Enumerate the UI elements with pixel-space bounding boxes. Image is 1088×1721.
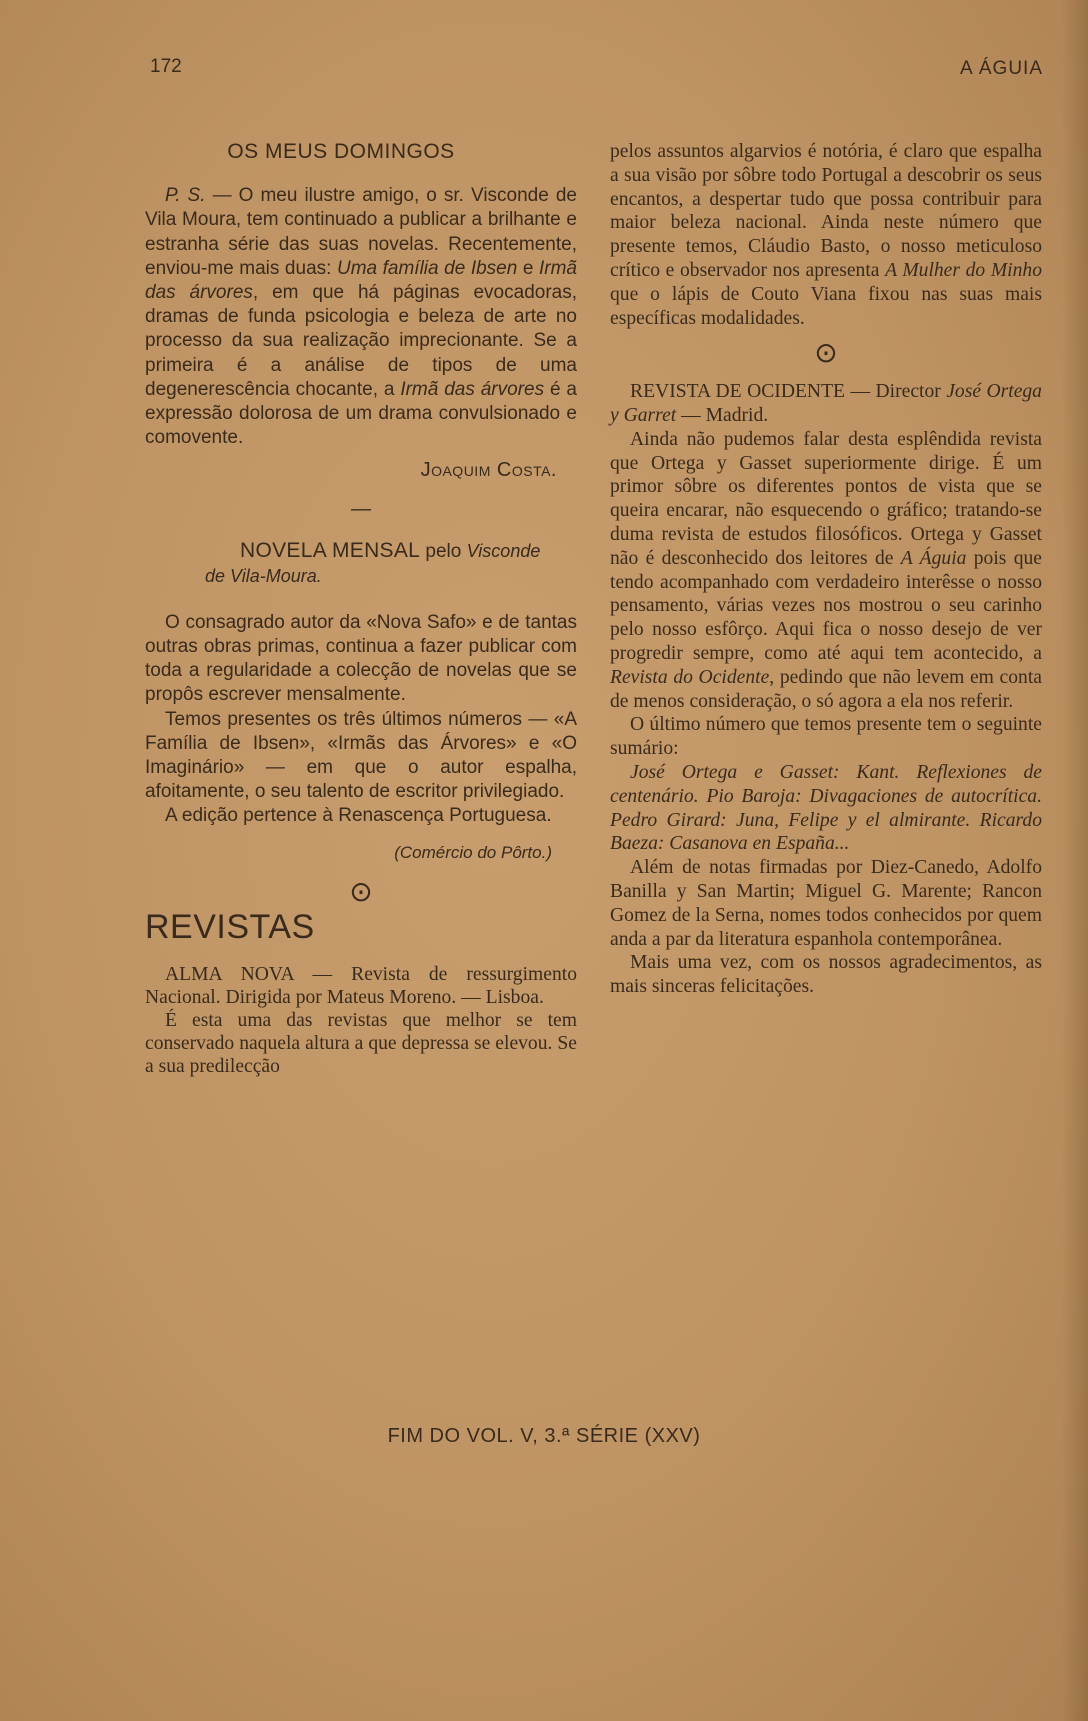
revistas-heading: REVISTAS: [145, 907, 315, 946]
volume-end-footer: FIM DO VOL. V, 3.ª SÉRIE (XXV): [387, 1425, 701, 1447]
novela-mensal-heading: [145, 539, 577, 589]
page-edge-shadow: [1062, 0, 1088, 1721]
page-number: 172: [150, 56, 182, 77]
revista-paragraph-2: O último número que temos presente tem o seguinte sumário:: [610, 714, 1042, 760]
novela-author-1: Visconde: [466, 540, 541, 561]
revista-paragraph-3: Além de notas firmadas por Diez-Canedo, Adolfo Banilla y San Martin; Miguel G. Marente; Rancon Gomez de la Serna, nomes todos conhecidos por quem anda a par da literatura espanhola contemporânea.: [610, 857, 1042, 950]
page-header: [150, 56, 1043, 86]
revista-text-c: , pedindo que não levem em conta de menos consideração, o só agora a ela nos referir.: [610, 666, 1042, 712]
revista-summary-text: José Ortega e Gasset: Kant. Reflexiones de centenário. Pio Baroja: Divagaciones de autocrítica. Pedro Girard: Juna, Felipe y el almirante. Ricardo Baeza: Casanova en España...: [610, 761, 1042, 855]
alma-nova-entry: ALMA NOVA — Revista de ressurgimento Nacional. Dirigida por Mateus Moreno. — Lisboa.: [145, 964, 577, 1009]
revista-title-aguia: A Águia: [900, 547, 967, 569]
novela-author-2: de Vila-Moura.: [205, 565, 322, 586]
ps-paragraph: [145, 184, 577, 450]
novela-mensal-title: NOVELA MENSAL: [240, 538, 421, 562]
ps-text-4: é a expressão dolorosa de um drama convulsionado e comovente.: [145, 378, 577, 449]
ps-text-1: — O meu ilustre amigo, o sr. Visconde de Vila Moura, tem continuado a publicar a brilhante e estranha série das suas novelas. Recentemente, enviou-me mais duas:: [145, 185, 577, 279]
continued-title: A Mulher do Minho: [885, 259, 1042, 281]
revista-summary: [610, 761, 1042, 856]
source-citation: (Comércio do Pôrto.): [394, 842, 552, 862]
revista-paragraph-4: Mais uma vez, com os nossos agradecimentos, as mais sinceras felicitações.: [610, 952, 1042, 998]
revista-text-a: Ainda não pudemos falar desta esplêndida revista que Ortega y Gasset superiormente dirige. É um primor sôbre os diferentes pontos de vista que se queira encarar, não esquecendo o gráfico; tratando-se duma revista de estudos filosóficos. Ortega y Gasset não é desconhecido dos leitores de: [610, 428, 1042, 569]
novela-paragraph-2: Temos presentes os três últimos números — «A Família de Ibsen», «Irmãs das Árvores» e «O Imaginário» — em que o autor espalha, afoitamente, o seu talento de escritor privilegiado.: [145, 708, 577, 803]
continued-paragraph: [610, 140, 1042, 330]
revista-ocidente-heading: [610, 380, 1042, 428]
circle-dot-ornament-icon: ⊙: [349, 875, 373, 907]
ps-title-1: Uma família de Ibsen: [336, 257, 518, 279]
continued-text: pelos assuntos algarvios é notória, é claro que espalha a sua visão por sôbre todo Portugal a descobrir os seus encantos, a despertar tudo que possa contribuir para maior beleza nacional. Ainda neste número que presente temos, Cláudio Basto, o nosso meticuloso crítico e observador nos apresenta: [610, 141, 1042, 281]
ps-lead: P. S.: [165, 185, 206, 207]
revista-director-name: José Ortega y Garret: [610, 381, 1042, 426]
revista-title-ocidente: Revista do Ocidente: [610, 666, 770, 688]
revista-director-label: — Director: [845, 381, 947, 403]
section-divider-dash: —: [351, 497, 371, 520]
revista-paragraph-1: [610, 428, 1042, 714]
right-column: [610, 140, 1042, 999]
alma-nova-paragraph: É esta uma das revistas que melhor se tem conservado naquela altura a que depressa se elevou. Se a sua predilecção: [145, 1010, 577, 1078]
novela-by: pelo: [420, 540, 467, 562]
ps-text-3: , em que há páginas evocadoras, dramas de funda psicologia e beleza de arte no processo da sua realização imprecionante. Se a primeira é a análise de tipos de uma degenerescência chocante, a: [145, 282, 577, 400]
revista-city: — Madrid.: [676, 404, 769, 426]
revista-name: REVISTA DE OCIDENTE: [630, 381, 846, 403]
revista-text-b: pois que tendo acompanhado com verdadeiro interêsse o nosso pensamento, várias vezes nos mostrou o seu carinho pelo nosso esfôrço. Aqui fica o nosso desejo de ver progredir sempre, como até aqui tem acontecido, a: [610, 547, 1042, 664]
left-column: [145, 140, 577, 1078]
continued-text-end: que o lápis de Couto Viana fixou nas suas mais específicas modalidades.: [610, 283, 1042, 329]
novela-paragraph-3: A edição pertence à Renascença Portuguesa.: [165, 805, 552, 827]
novela-paragraph-1: O consagrado autor da «Nova Safo» e de tantas outras obras primas, continua a fazer publicar com toda a regularidade a colecção de novelas que se propôs escrever mensalmente.: [145, 611, 577, 706]
signature-joaquim-costa: Joaquim Costa.: [420, 459, 557, 482]
section-title-os-meus-domingos: OS MEUS DOMINGOS: [227, 140, 455, 163]
ps-text-2: e: [517, 257, 539, 279]
ps-title-3: Irmã das árvores: [400, 378, 545, 400]
circle-dot-ornament-icon-right: ⊙: [814, 338, 838, 370]
running-title: A ÁGUIA: [959, 58, 1043, 79]
ps-title-2: Irmã das árvores: [145, 257, 577, 304]
